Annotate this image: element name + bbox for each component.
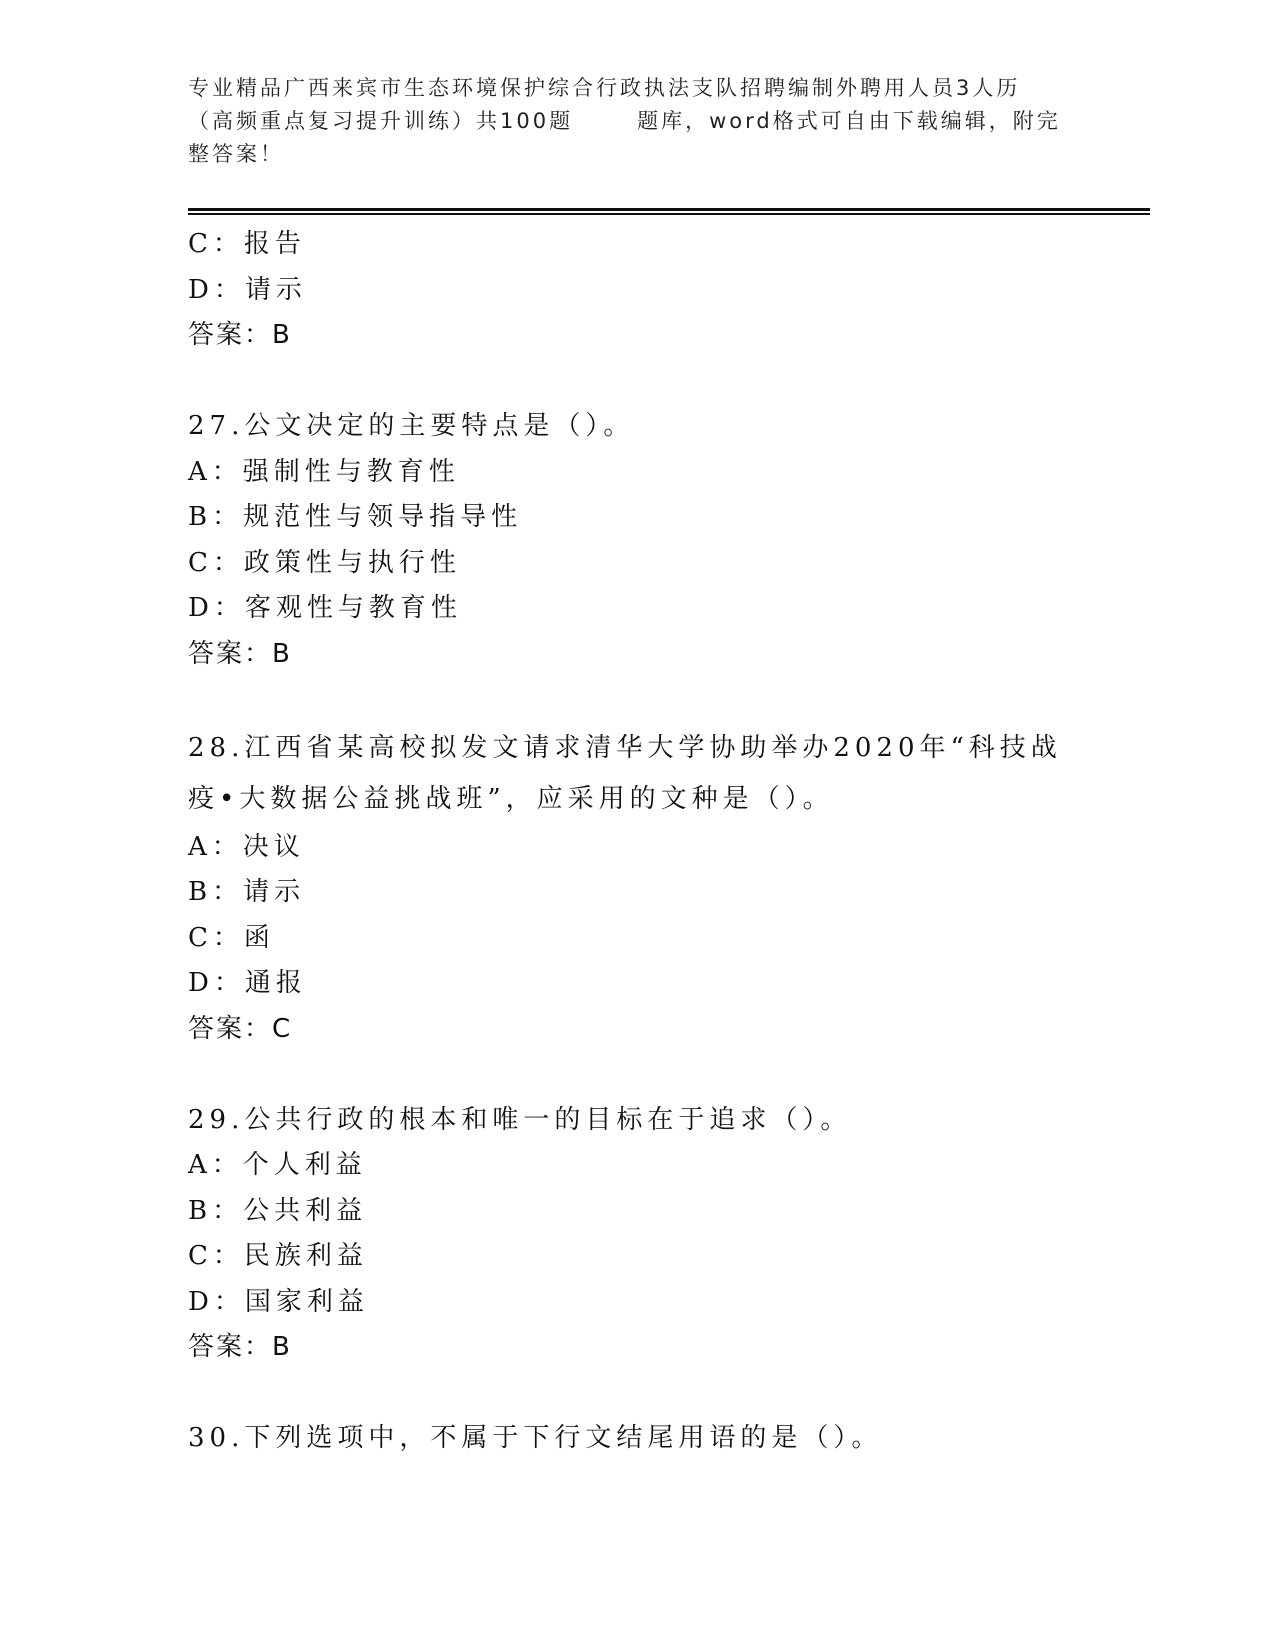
header-divider [188,208,1150,215]
question-28-text: 28.江西省某高校拟发文请求清华大学协助举办2020年“科技战疫•大数据公益挑战班”，应采用的文种是（）。 [188,732,1062,814]
question-29-option-b: B：公共利益 [188,1195,368,1226]
question-28-answer: 答案：C [188,1013,293,1044]
question-27-option-b: B：规范性与领导指导性 [188,502,523,532]
header-title-part1: 专业精品广西来宾市生态环境保护综合行政执法支队招聘编制外聘用人员3人历（高频重点复习提升训练）共100题 [188,76,1021,133]
option-c: C：报告 [188,229,306,259]
question-29-answer: 答案：B [188,1332,292,1362]
spacer [188,1371,1088,1417]
question-27-option-d: D：客观性与教育性 [188,593,462,623]
document-header [188,72,1068,171]
question-29-option-d: D：国家利益 [188,1286,369,1317]
question-28-option-a: A：决议 [188,831,305,862]
question-28-option-b: B：请示 [188,877,306,907]
question-28-option-c: C：函 [188,922,275,953]
spacer [188,677,1088,723]
spacer [188,1052,1088,1098]
question-29-option-a: A：个人利益 [188,1150,367,1180]
answer-text: 答案：B [188,320,292,350]
divider-line-bottom [188,213,1150,215]
question-27-option-a: A：强制性与教育性 [188,456,460,487]
header-title-part2: 题库，word格式可自由下载编辑，附完整答案！ [188,109,1061,166]
question-28-option-d: D：通报 [188,968,307,998]
question-27-option-c: C：政策性与执行性 [188,547,461,578]
question-27-text: 27.公文决定的主要特点是（）。 [188,411,635,441]
question-30-text: 30.下列选项中，不属于下行文结尾用语的是（）。 [188,1423,883,1453]
spacer [188,359,1088,405]
question-list [188,222,1088,1462]
question-29-text: 29.公共行政的根本和唯一的目标在于追求（）。 [188,1104,852,1135]
question-27-answer: 答案：B [188,638,292,669]
option-d: D：请示 [188,274,307,305]
question-29-option-c: C：民族利益 [188,1241,368,1271]
divider-line-top [188,208,1150,211]
